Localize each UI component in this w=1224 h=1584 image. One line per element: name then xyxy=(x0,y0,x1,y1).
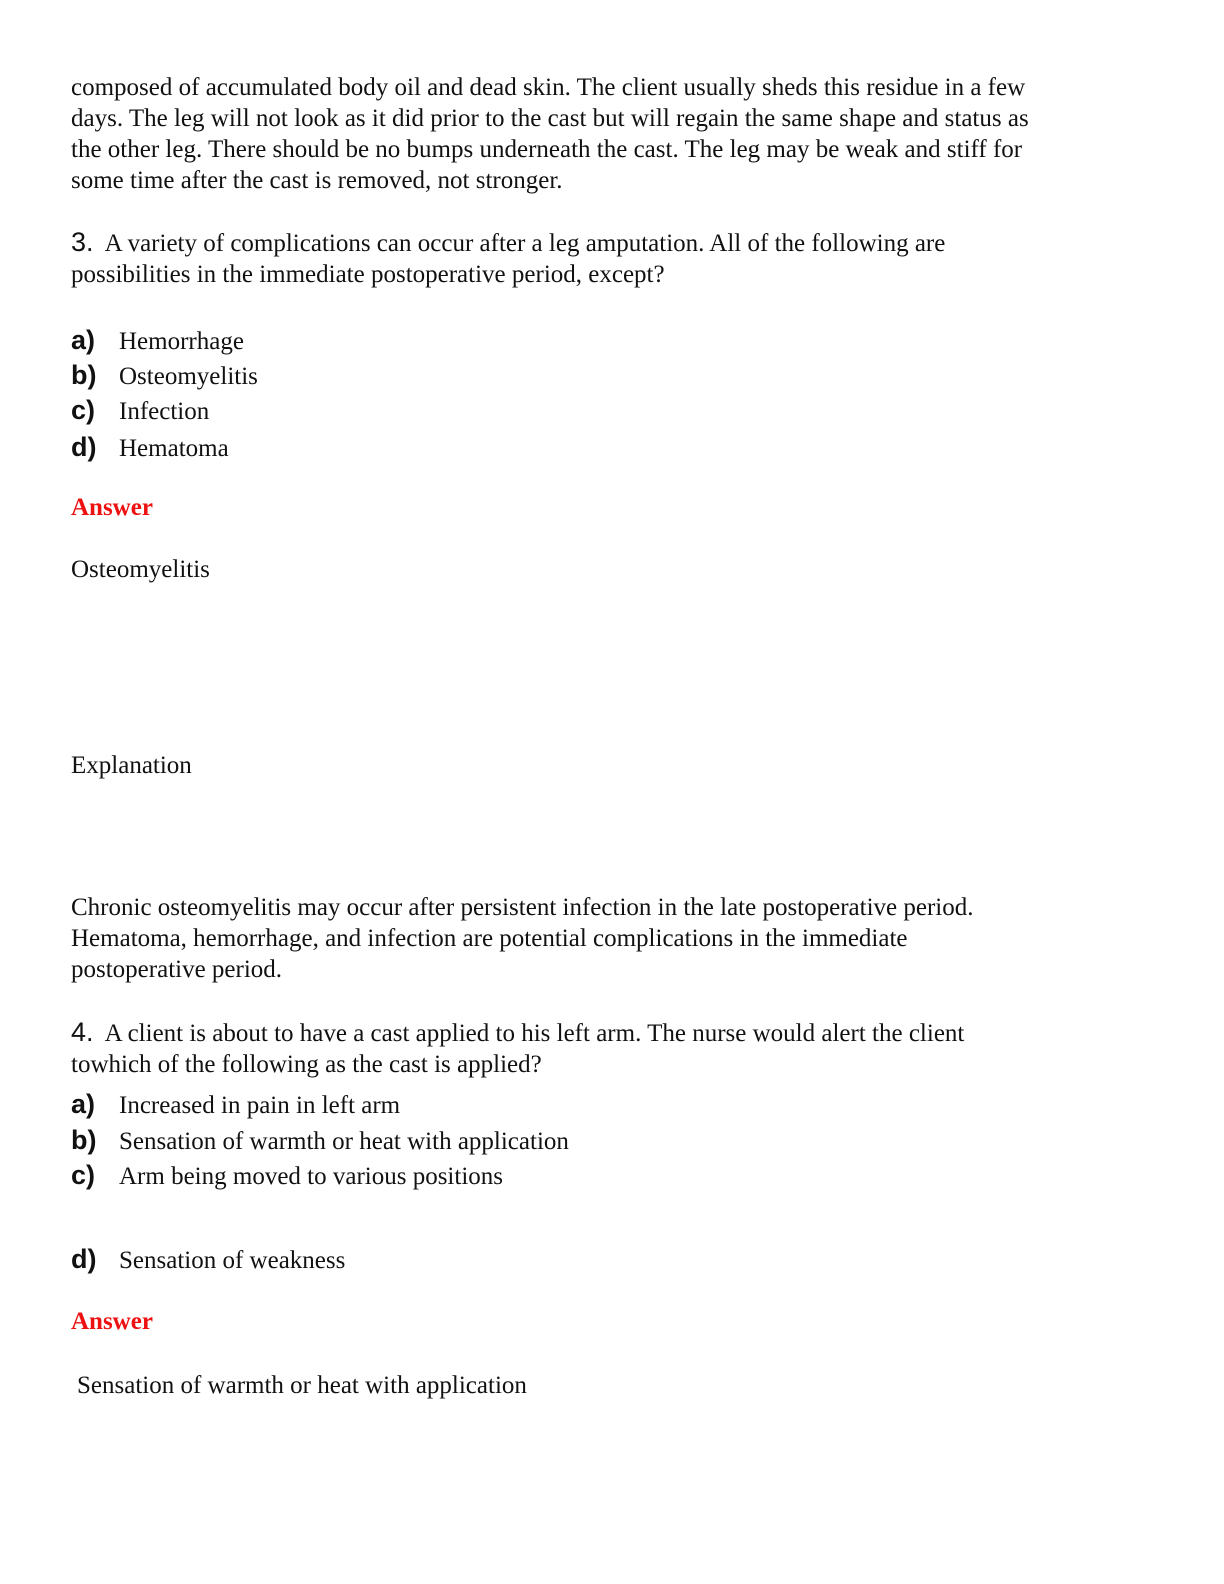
intro-paragraph xyxy=(71,72,1151,196)
explanation-line: Chronic osteomyelitis may occur after persistent infection in the late postoperative period. xyxy=(71,894,974,921)
question-text: A client is about to have a cast applied to his left arm. The nurse would alert the client xyxy=(104,1020,965,1047)
answer-label: Answer xyxy=(71,494,153,521)
option-a xyxy=(71,322,244,358)
option-text: Osteomyelitis xyxy=(119,363,258,390)
intro-line: composed of accumulated body oil and dead skin. The client usually sheds this residue in a few xyxy=(71,74,1026,101)
option-c xyxy=(71,1157,503,1193)
explanation-label: Explanation xyxy=(71,752,192,779)
question-3-line-1 xyxy=(71,227,1151,259)
question-4 xyxy=(71,1017,1151,1080)
question-4-line-1 xyxy=(71,1017,1151,1049)
intro-line: some time after the cast is removed, not stronger. xyxy=(71,167,563,194)
answer-text: Sensation of warmth or heat with application xyxy=(77,1372,527,1399)
option-c xyxy=(71,392,209,428)
option-letter: a) xyxy=(71,325,96,355)
option-text: Arm being moved to various positions xyxy=(119,1163,503,1190)
option-a xyxy=(71,1086,400,1122)
option-letter: b) xyxy=(71,360,97,390)
question-4-line-2: towhich of the following as the cast is applied? xyxy=(71,1051,542,1078)
explanation-line: Hematoma, hemorrhage, and infection are potential complications in the immediate xyxy=(71,925,908,952)
option-text: Hemorrhage xyxy=(119,328,244,355)
option-d xyxy=(71,429,229,465)
option-text: Increased in pain in left arm xyxy=(119,1092,401,1119)
question-number: 3. xyxy=(71,227,94,257)
question-3 xyxy=(71,227,1151,290)
question-number: 4. xyxy=(71,1017,94,1047)
question-text: A variety of complications can occur after a leg amputation. All of the following are xyxy=(104,230,946,257)
explanation-paragraph xyxy=(71,892,1151,985)
answer-text: Osteomyelitis xyxy=(71,556,210,583)
option-text: Hematoma xyxy=(119,435,229,462)
option-letter: d) xyxy=(71,432,97,462)
option-text: Sensation of weakness xyxy=(119,1247,346,1274)
option-text: Infection xyxy=(119,398,210,425)
option-b xyxy=(71,357,258,393)
option-letter: b) xyxy=(71,1125,97,1155)
answer-label: Answer xyxy=(71,1308,153,1335)
option-letter: c) xyxy=(71,1160,96,1190)
intro-line: the other leg. There should be no bumps underneath the cast. The leg may be weak and stiff for xyxy=(71,136,1023,163)
option-letter: d) xyxy=(71,1244,97,1274)
question-3-line-2: possibilities in the immediate postoperative period, except? xyxy=(71,261,665,288)
explanation-line: postoperative period. xyxy=(71,956,283,983)
option-b xyxy=(71,1122,569,1158)
intro-line: days. The leg will not look as it did prior to the cast but will regain the same shape and status as xyxy=(71,105,1029,132)
option-d xyxy=(71,1241,345,1277)
option-text: Sensation of warmth or heat with application xyxy=(119,1128,569,1155)
option-letter: a) xyxy=(71,1089,96,1119)
option-letter: c) xyxy=(71,395,96,425)
